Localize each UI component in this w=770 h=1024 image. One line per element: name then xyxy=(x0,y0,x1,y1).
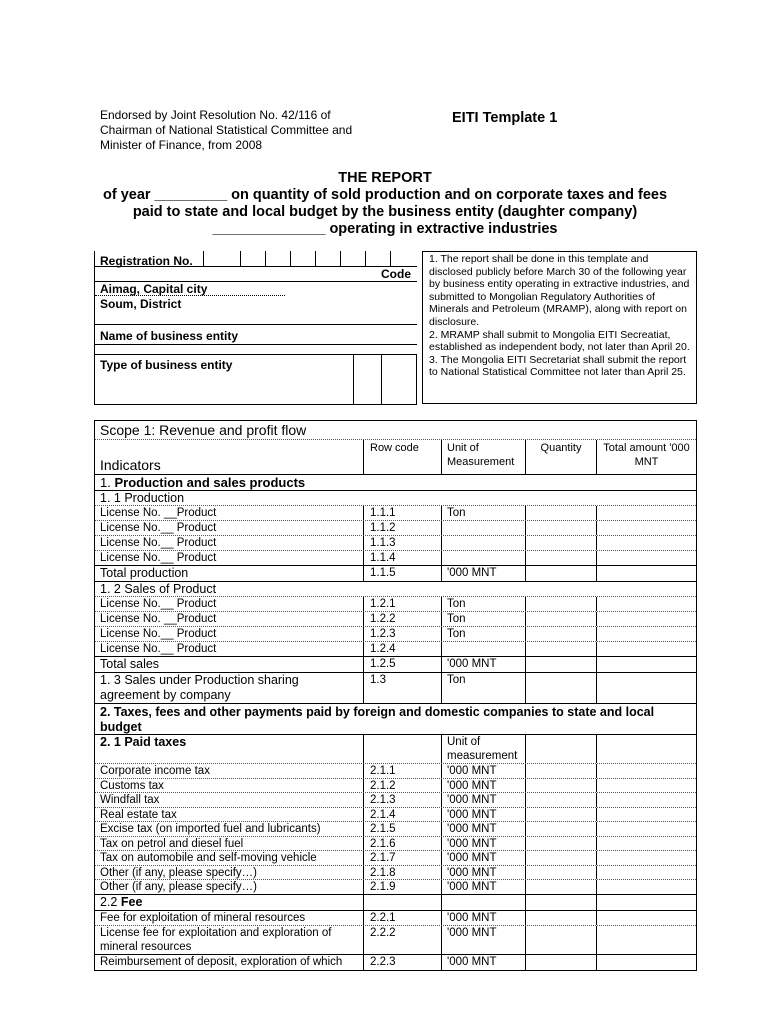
table-row xyxy=(95,626,696,641)
row-label xyxy=(95,926,363,954)
table-row xyxy=(95,763,696,778)
quantity-cell[interactable] xyxy=(525,521,596,535)
row-code: 2.1.4 xyxy=(363,808,441,822)
total-cell[interactable] xyxy=(596,793,696,807)
table-row xyxy=(95,821,696,836)
table-row xyxy=(95,565,696,581)
row-unit: Ton xyxy=(441,506,525,520)
row-code xyxy=(363,895,441,910)
total-cell[interactable] xyxy=(596,627,696,641)
row-code: 1.2.2 xyxy=(363,612,441,626)
row-code: 1.3 xyxy=(363,673,441,703)
indicators-header: Indicators xyxy=(100,457,161,473)
row-unit xyxy=(441,536,525,550)
quantity-cell[interactable] xyxy=(525,911,596,925)
unit-header: Unit of Measurement xyxy=(441,440,525,474)
subsection-row xyxy=(95,581,696,596)
quantity-cell[interactable] xyxy=(525,612,596,626)
quantity-cell[interactable] xyxy=(525,764,596,778)
quantity-cell[interactable] xyxy=(525,566,596,581)
row-label: License No.__ Product xyxy=(100,643,217,655)
total-cell[interactable] xyxy=(596,926,696,954)
digit-box-divider xyxy=(240,251,241,266)
table-row xyxy=(95,925,696,954)
table-row xyxy=(95,865,696,880)
subsection-row xyxy=(95,734,696,763)
row-unit: '000 MNT xyxy=(441,926,525,954)
quantity-cell xyxy=(525,895,596,910)
row-code: 2.1.2 xyxy=(363,779,441,793)
subsection-row xyxy=(95,894,696,910)
total-cell[interactable] xyxy=(596,597,696,611)
quantity-cell[interactable] xyxy=(525,536,596,550)
total-cell[interactable] xyxy=(596,506,696,520)
row-code: 2.1.3 xyxy=(363,793,441,807)
business-type-label: Type of business entity xyxy=(100,358,233,372)
note-item: 2. MRAMP shall submit to Mongolia EITI Secreatiat, established as independent body, not later than April 20. xyxy=(429,328,690,354)
row-label: Real estate tax xyxy=(100,808,177,821)
row-unit: '000 MNT xyxy=(441,880,525,894)
template-title: EITI Template 1 xyxy=(452,110,558,126)
subsection-row xyxy=(95,490,696,505)
table-row xyxy=(95,792,696,807)
row-divider xyxy=(95,354,417,355)
total-cell[interactable] xyxy=(596,880,696,894)
row-label: License No.__ Product xyxy=(100,628,217,640)
quantity-header: Quantity xyxy=(525,440,596,474)
row-code: 1.2.3 xyxy=(363,627,441,641)
digit-box-divider xyxy=(390,251,391,266)
table-row xyxy=(95,778,696,793)
row-unit: '000 MNT xyxy=(441,779,525,793)
row-label: Corporate income tax xyxy=(100,765,210,777)
table-row xyxy=(95,807,696,822)
total-cell[interactable] xyxy=(596,657,696,672)
total-cell xyxy=(596,895,696,910)
row-code: 1.2.5 xyxy=(363,657,441,672)
scope-row xyxy=(95,421,696,439)
table-row xyxy=(95,879,696,894)
row-label: Total sales xyxy=(100,657,160,671)
endorsement-line: Endorsed by Joint Resolution No. 42/116 of xyxy=(100,108,331,122)
row-code: 1.1.2 xyxy=(363,521,441,535)
table-row xyxy=(95,954,696,970)
row-unit: Ton xyxy=(441,597,525,611)
section-number: 1. xyxy=(100,475,115,490)
table-row xyxy=(95,596,696,611)
row-unit: '000 MNT xyxy=(441,851,525,865)
total-cell[interactable] xyxy=(596,521,696,535)
table-row xyxy=(95,641,696,656)
row-label: Fee for exploitation of mineral resources xyxy=(100,911,306,924)
section-row xyxy=(95,703,696,734)
total-cell[interactable] xyxy=(596,612,696,626)
total-cell[interactable] xyxy=(596,536,696,550)
total-cell[interactable] xyxy=(596,673,696,703)
header-row xyxy=(95,439,696,474)
subsection-1-2: 1. 2 Sales of Product xyxy=(100,582,217,596)
quantity-cell[interactable] xyxy=(525,642,596,656)
row-divider xyxy=(95,295,285,296)
section-2-title xyxy=(95,704,696,734)
total-cell xyxy=(596,735,696,763)
total-header: Total amount '000 MNT xyxy=(596,440,696,474)
total-cell[interactable] xyxy=(596,808,696,822)
row-unit: '000 MNT xyxy=(441,822,525,836)
row-label-line: 1. 3 Sales under Production sharing xyxy=(100,673,299,687)
row-code: 2.1.6 xyxy=(363,837,441,851)
quantity-cell[interactable] xyxy=(525,597,596,611)
row-code: 1.1.3 xyxy=(363,536,441,550)
row-label: License No.__ Product xyxy=(100,537,217,549)
scope-table xyxy=(94,420,697,971)
row-unit xyxy=(441,642,525,656)
section-title-line: 2. Taxes, fees and other payments paid by foreign and domestic companies to state and local xyxy=(100,705,655,719)
subsection-text: Fee xyxy=(120,894,143,909)
table-row xyxy=(95,836,696,851)
total-cell[interactable] xyxy=(596,566,696,581)
quantity-cell xyxy=(525,735,596,763)
scope-title: Scope 1: Revenue and profit flow xyxy=(100,422,307,438)
quantity-cell[interactable] xyxy=(525,880,596,894)
row-label xyxy=(95,673,363,703)
section-text: Production and sales products xyxy=(114,475,306,490)
row-code: 2.1.1 xyxy=(363,764,441,778)
quantity-cell[interactable] xyxy=(525,627,596,641)
code-box-divider xyxy=(353,354,354,404)
row-code: 2.2.2 xyxy=(363,926,441,954)
table-row xyxy=(95,520,696,535)
unit-header-line: measurement xyxy=(447,750,518,762)
row-label-line: License fee for exploitation and exploration of xyxy=(100,926,332,939)
row-unit xyxy=(441,895,525,910)
quantity-cell[interactable] xyxy=(525,506,596,520)
row-label-line: mineral resources xyxy=(100,940,192,953)
row-label: License No. __Product xyxy=(100,507,217,519)
row-label: License No.__ Product xyxy=(100,522,217,534)
row-label: Reimbursement of deposit, exploration of which xyxy=(100,955,343,968)
digit-box-divider xyxy=(203,251,204,266)
row-code: 1.1.1 xyxy=(363,506,441,520)
quantity-cell[interactable] xyxy=(525,657,596,672)
row-divider xyxy=(95,344,417,345)
business-name-label: Name of business entity xyxy=(100,329,239,343)
row-divider xyxy=(95,324,417,325)
row-label: Other (if any, please specify…) xyxy=(100,866,258,879)
instruction-notes xyxy=(422,251,697,404)
row-unit: '000 MNT xyxy=(441,866,525,880)
row-unit: '000 MNT xyxy=(441,911,525,925)
total-cell[interactable] xyxy=(596,837,696,851)
report-subtitle-line3: ______________ operating in extractive industries xyxy=(212,221,558,237)
row-unit xyxy=(441,521,525,535)
row-unit: '000 MNT xyxy=(441,657,525,672)
quantity-cell[interactable] xyxy=(525,837,596,851)
quantity-cell[interactable] xyxy=(525,866,596,880)
row-unit: '000 MNT xyxy=(441,793,525,807)
code-box-divider xyxy=(381,354,382,404)
total-cell[interactable] xyxy=(596,551,696,565)
row-unit: '000 MNT xyxy=(441,566,525,581)
row-divider xyxy=(95,266,417,267)
row-label: Tax on petrol and diesel fuel xyxy=(100,837,244,850)
row-label: Other (if any, please specify…) xyxy=(100,881,258,893)
code-label: Code xyxy=(381,267,411,281)
row-label: License No. __Product xyxy=(100,613,217,625)
section-1-title xyxy=(95,475,696,490)
table-row xyxy=(95,505,696,520)
table-row xyxy=(95,850,696,865)
endorsement-note xyxy=(100,108,370,153)
note-item: 3. The Mongolia EITI Secretariat shall submit the report to National Statistical Committee not later than April 25. xyxy=(429,353,687,379)
section-title-line: budget xyxy=(100,720,142,734)
soum-label: Soum, District xyxy=(100,297,182,311)
subsection-2-2 xyxy=(95,895,363,910)
total-cell[interactable] xyxy=(596,764,696,778)
quantity-cell[interactable] xyxy=(525,926,596,954)
digit-box-divider xyxy=(340,251,341,266)
unit-header xyxy=(441,735,525,763)
row-code: 2.1.8 xyxy=(363,866,441,880)
row-unit: Ton xyxy=(441,627,525,641)
row-label: Excise tax (on imported fuel and lubricants) xyxy=(100,823,321,835)
quantity-cell[interactable] xyxy=(525,793,596,807)
row-label: License No.__ Product xyxy=(100,552,217,564)
row-unit: '000 MNT xyxy=(441,808,525,822)
row-unit xyxy=(441,551,525,565)
row-code: 1.1.5 xyxy=(363,566,441,581)
row-code-header: Row code xyxy=(363,440,441,474)
total-cell[interactable] xyxy=(596,955,696,970)
endorsement-line: Minister of Finance, from 2008 xyxy=(100,138,263,152)
row-label: Total production xyxy=(100,566,189,580)
report-subtitle-line2: paid to state and local budget by the business entity (daughter company) xyxy=(132,204,638,220)
unit-header-line: Unit of xyxy=(447,736,481,748)
quantity-cell[interactable] xyxy=(525,822,596,836)
row-code: 1.2.1 xyxy=(363,597,441,611)
subsection-2-1: 2. 1 Paid taxes xyxy=(100,735,187,749)
total-cell[interactable] xyxy=(596,779,696,793)
endorsement-line: Chairman of National Statistical Committee and xyxy=(100,123,353,137)
row-unit: Ton xyxy=(441,673,525,703)
row-label-line: agreement by company xyxy=(100,688,231,702)
row-code: 2.1.7 xyxy=(363,851,441,865)
table-row xyxy=(95,672,696,703)
row-unit: '000 MNT xyxy=(441,955,525,970)
table-row xyxy=(95,550,696,565)
row-unit: '000 MNT xyxy=(441,764,525,778)
total-cell[interactable] xyxy=(596,851,696,865)
quantity-cell[interactable] xyxy=(525,779,596,793)
quantity-cell[interactable] xyxy=(525,851,596,865)
row-code: 2.1.9 xyxy=(363,880,441,894)
registration-no-label: Registration No. xyxy=(100,254,193,268)
quantity-cell[interactable] xyxy=(525,955,596,970)
row-code: 2.1.5 xyxy=(363,822,441,836)
digit-box-divider xyxy=(315,251,316,266)
row-unit: '000 MNT xyxy=(441,837,525,851)
report-title: THE REPORT xyxy=(338,170,432,186)
row-label: Tax on automobile and self-moving vehicle xyxy=(100,852,317,864)
row-label: License No.__ Product xyxy=(100,598,217,610)
row-label: Windfall tax xyxy=(100,794,160,806)
table-row xyxy=(95,656,696,672)
total-cell[interactable] xyxy=(596,642,696,656)
subsection-1-1: 1. 1 Production xyxy=(100,491,185,505)
code-box-divider xyxy=(416,354,417,404)
table-row xyxy=(95,535,696,550)
section-row xyxy=(95,474,696,490)
row-label: Customs tax xyxy=(100,779,164,792)
total-cell[interactable] xyxy=(596,822,696,836)
digit-box-divider xyxy=(290,251,291,266)
digit-box-divider xyxy=(365,251,366,266)
note-item: 1. The report shall be done in this template and disclosed publicly before March 30 of the following year by business entity operating in extractive industries, and submitted to Mongolian Regulatory Authorities of Minerals and Petroleum (MRAMP), along with report on disclosure. xyxy=(429,253,690,328)
table-row xyxy=(95,910,696,925)
row-unit: Ton xyxy=(441,612,525,626)
table-row xyxy=(95,611,696,626)
registration-block xyxy=(94,251,417,405)
report-subtitle-line1: of year _________ on quantity of sold production and on corporate taxes and fees xyxy=(102,187,668,203)
aimag-label: Aimag, Capital city xyxy=(100,282,208,296)
total-cell[interactable] xyxy=(596,866,696,880)
quantity-cell[interactable] xyxy=(525,808,596,822)
row-code: 1.2.4 xyxy=(363,642,441,656)
quantity-cell[interactable] xyxy=(525,673,596,703)
row-code xyxy=(363,735,441,763)
total-cell[interactable] xyxy=(596,911,696,925)
row-code: 2.2.3 xyxy=(363,955,441,970)
subsection-number: 2.2 xyxy=(100,894,121,909)
digit-box-divider xyxy=(265,251,266,266)
row-code: 1.1.4 xyxy=(363,551,441,565)
row-code: 2.2.1 xyxy=(363,911,441,925)
quantity-cell[interactable] xyxy=(525,551,596,565)
